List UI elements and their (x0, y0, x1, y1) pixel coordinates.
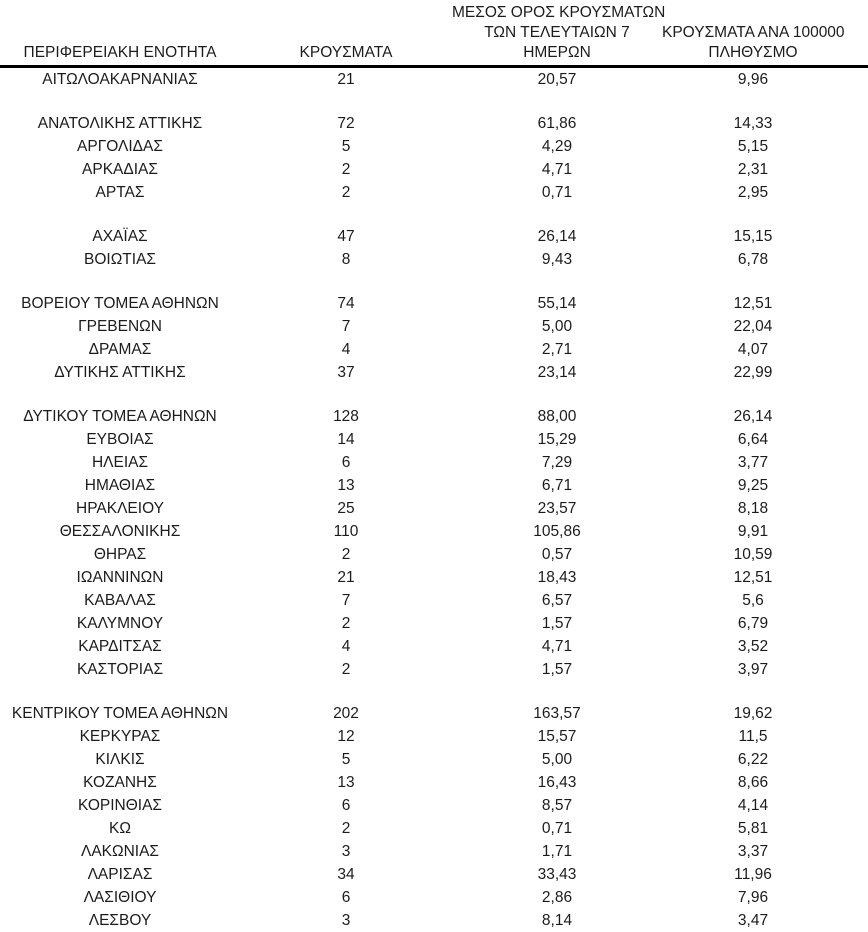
region-cell: ΑΙΤΩΛΟΑΚΑΡΝΑΝΙΑΣ (42, 70, 198, 88)
per100k-cell: 9,91 (737, 522, 769, 540)
region-cell: ΕΥΒΟΙΑΣ (86, 430, 154, 448)
spacer-row (0, 681, 868, 702)
spacer-cell (0, 681, 868, 702)
avg7-cell: 15,29 (537, 430, 577, 448)
per100k-cell: 6,78 (737, 250, 769, 268)
cases-cell: 7 (341, 317, 351, 335)
table-row (0, 909, 868, 932)
per100k-cell: 8,66 (737, 773, 769, 791)
header-line: ΚΡΟΥΣΜΑΤΑ (299, 43, 393, 61)
avg7-cell: 20,57 (537, 70, 577, 88)
spacer-row (0, 384, 868, 405)
avg7-cell: 4,71 (541, 637, 573, 655)
table-row (0, 338, 868, 361)
region-cell: ΑΡΓΟΛΙΔΑΣ (77, 137, 163, 155)
region-cell: ΚΕΝΤΡΙΚΟΥ ΤΟΜΕΑ ΑΘΗΝΩΝ (11, 704, 229, 722)
per100k-cell: 5,81 (737, 819, 769, 837)
cases-cell: 13 (337, 476, 355, 494)
cases-cell: 3 (341, 842, 351, 860)
avg7-cell: 6,57 (541, 591, 573, 609)
cases-cell: 74 (337, 294, 355, 312)
cases-cell: 21 (337, 70, 355, 88)
table-row (0, 158, 868, 181)
table-row (0, 248, 868, 271)
per100k-cell: 26,14 (733, 407, 773, 425)
avg7-cell: 6,71 (541, 476, 573, 494)
cases-cell: 47 (337, 227, 355, 245)
region-cell: ΗΡΑΚΛΕΙΟΥ (76, 499, 164, 517)
per100k-cell: 9,25 (737, 476, 769, 494)
per100k-cell: 3,37 (737, 842, 769, 860)
avg7-cell: 1,71 (541, 842, 573, 860)
per100k-cell: 19,62 (733, 704, 773, 722)
per100k-cell: 3,77 (737, 453, 769, 471)
col-header-cases (240, 0, 452, 66)
avg7-cell: 33,43 (537, 865, 577, 883)
per100k-cell: 3,47 (737, 911, 769, 929)
table-row (0, 428, 868, 451)
region-cell: ΙΩΑΝΝΙΝΩΝ (76, 568, 164, 586)
avg7-cell: 2,71 (541, 340, 573, 358)
cases-cell: 72 (337, 114, 355, 132)
table-row (0, 635, 868, 658)
per100k-cell: 14,33 (733, 114, 773, 132)
table-row (0, 543, 868, 566)
spacer-row (0, 204, 868, 225)
cases-cell: 21 (337, 568, 355, 586)
spacer-row (0, 271, 868, 292)
cases-cell: 3 (341, 911, 351, 929)
spacer-row (0, 91, 868, 112)
table-row (0, 589, 868, 612)
avg7-cell: 7,29 (541, 453, 573, 471)
avg7-cell: 61,86 (537, 114, 577, 132)
region-cell: ΘΗΡΑΣ (93, 545, 147, 563)
cases-cell: 12 (337, 727, 355, 745)
table-row (0, 225, 868, 248)
avg7-cell: 9,43 (541, 250, 573, 268)
region-cell: ΔΥΤΙΚΗΣ ΑΤΤΙΚΗΣ (54, 363, 186, 381)
table-row (0, 315, 868, 338)
cases-cell: 4 (341, 340, 351, 358)
table-row (0, 520, 868, 543)
table-row (0, 405, 868, 428)
avg7-cell: 163,57 (533, 704, 581, 722)
spacer-cell (0, 91, 868, 112)
spacer-cell (0, 384, 868, 405)
cases-cell: 2 (341, 660, 351, 678)
avg7-cell: 16,43 (537, 773, 577, 791)
per100k-cell: 4,07 (737, 340, 769, 358)
table-row (0, 181, 868, 204)
per100k-cell: 12,51 (733, 568, 773, 586)
cases-cell: 2 (341, 160, 351, 178)
table-row (0, 817, 868, 840)
per100k-cell: 3,52 (737, 637, 769, 655)
region-cell: ΑΡΚΑΔΙΑΣ (82, 160, 158, 178)
table-row (0, 771, 868, 794)
region-cell: ΛΑΣΙΘΙΟΥ (83, 888, 157, 906)
avg7-cell: 15,57 (537, 727, 577, 745)
region-cell: ΘΕΣΣΑΛΟΝΙΚΗΣ (59, 522, 181, 540)
region-cell: ΚΑΣΤΟΡΙΑΣ (76, 660, 164, 678)
per100k-cell: 6,22 (737, 750, 769, 768)
table-row (0, 497, 868, 520)
region-cell: ΛΑΡΙΣΑΣ (87, 865, 153, 883)
region-cell: ΒΟΡΕΙΟΥ ΤΟΜΕΑ ΑΘΗΝΩΝ (21, 294, 219, 312)
region-cell: ΚΑΡΔΙΤΣΑΣ (78, 637, 162, 655)
per100k-cell: 7,96 (737, 888, 769, 906)
avg7-cell: 0,71 (541, 819, 573, 837)
avg7-cell: 1,57 (541, 660, 573, 678)
header-row (0, 0, 868, 66)
region-cell: ΚΑΒΑΛΑΣ (84, 591, 156, 609)
avg7-cell: 4,71 (541, 160, 573, 178)
per100k-cell: 11,96 (734, 865, 772, 883)
cases-cell: 6 (341, 453, 351, 471)
table-row (0, 112, 868, 135)
table-row (0, 612, 868, 635)
cases-cell: 13 (337, 773, 355, 791)
spacer-cell (0, 204, 868, 225)
cases-cell: 5 (341, 137, 351, 155)
per100k-cell: 22,99 (733, 363, 773, 381)
region-cell: ΔΡΑΜΑΣ (88, 340, 152, 358)
table-row (0, 748, 868, 771)
per100k-cell: 15,15 (733, 227, 773, 245)
per100k-cell: 12,51 (733, 294, 773, 312)
avg7-cell: 2,86 (541, 888, 573, 906)
cases-cell: 110 (333, 522, 359, 540)
region-cell: ΚΕΡΚΥΡΑΣ (79, 727, 161, 745)
cases-cell: 34 (337, 865, 355, 883)
avg7-cell: 0,57 (541, 545, 573, 563)
table-row (0, 863, 868, 886)
per100k-cell: 6,64 (737, 430, 769, 448)
avg7-cell: 5,00 (541, 317, 573, 335)
header-line: ΠΕΡΙΦΕΡΕΙΑΚΗ ΕΝΟΤΗΤΑ (23, 43, 217, 61)
table-row (0, 451, 868, 474)
avg7-cell: 5,00 (541, 750, 573, 768)
per100k-cell: 22,04 (733, 317, 773, 335)
avg7-cell: 0,71 (541, 183, 573, 201)
cases-cell: 128 (333, 407, 359, 425)
per100k-cell: 3,97 (737, 660, 769, 678)
per100k-cell: 4,14 (737, 796, 769, 814)
cases-cell: 2 (341, 183, 351, 201)
region-cell: ΑΝΑΤΟΛΙΚΗΣ ΑΤΤΙΚΗΣ (37, 114, 203, 132)
region-cell: ΑΧΑΪΑΣ (92, 227, 148, 245)
region-cell: ΑΡΤΑΣ (95, 183, 145, 201)
table-row (0, 361, 868, 384)
region-cell: ΚΩ (109, 819, 131, 837)
region-cell: ΚΑΛΥΜΝΟΥ (76, 614, 164, 632)
header-line: ΤΩΝ ΤΕΛΕΥΤΑΙΩΝ 7 (484, 23, 630, 41)
table-row (0, 66, 868, 91)
cases-cell: 4 (341, 637, 351, 655)
avg7-cell: 105,86 (533, 522, 581, 540)
cases-cell: 202 (333, 704, 359, 722)
avg7-cell: 26,14 (537, 227, 577, 245)
per100k-cell: 2,31 (737, 160, 769, 178)
region-cell: ΛΕΣΒΟΥ (88, 911, 152, 929)
cases-cell: 14 (337, 430, 355, 448)
table-row (0, 840, 868, 863)
spacer-cell (0, 271, 868, 292)
region-cell: ΔΥΤΙΚΟΥ ΤΟΜΕΑ ΑΘΗΝΩΝ (23, 407, 217, 425)
avg7-cell: 88,00 (537, 407, 577, 425)
col-header-per100k (662, 0, 868, 66)
cases-cell: 6 (341, 888, 351, 906)
region-cell: ΓΡΕΒΕΝΩΝ (78, 317, 162, 335)
header-line: ΚΡΟΥΣΜΑΤΑ ΑΝΑ 100000 (662, 23, 845, 41)
avg7-cell: 4,29 (541, 137, 573, 155)
cases-cell: 2 (341, 819, 351, 837)
region-cell: ΗΜΑΘΙΑΣ (84, 476, 156, 494)
cases-cell: 5 (341, 750, 351, 768)
cases-cell: 2 (341, 545, 351, 563)
cases-cell: 8 (341, 250, 351, 268)
header-line: ΗΜΕΡΩΝ (523, 43, 591, 61)
table-row (0, 135, 868, 158)
per100k-cell: 6,79 (737, 614, 769, 632)
avg7-cell: 8,57 (541, 796, 573, 814)
avg7-cell: 18,43 (537, 568, 577, 586)
region-cell: ΚΙΛΚΙΣ (95, 750, 145, 768)
per100k-cell: 8,18 (737, 499, 769, 517)
table-row (0, 886, 868, 909)
avg7-cell: 8,14 (541, 911, 573, 929)
avg7-cell: 23,57 (537, 499, 577, 517)
region-cell: ΛΑΚΩΝΙΑΣ (80, 842, 160, 860)
cases-cell: 6 (341, 796, 351, 814)
region-cell: ΚΟΡΙΝΘΙΑΣ (77, 796, 163, 814)
header-line: ΜΕΣΟΣ ΟΡΟΣ ΚΡΟΥΣΜΑΤΩΝ (452, 3, 666, 21)
col-header-avg7 (452, 0, 666, 66)
col-header-region (0, 0, 240, 66)
per100k-cell: 11,5 (738, 727, 768, 745)
avg7-cell: 1,57 (541, 614, 573, 632)
table-row (0, 794, 868, 817)
cases-cell: 2 (341, 614, 351, 632)
per100k-cell: 10,59 (733, 545, 773, 563)
table-row (0, 566, 868, 589)
table-row (0, 658, 868, 681)
header-line: ΠΛΗΘΥΣΜΟ (708, 43, 798, 61)
region-cell: ΚΟΖΑΝΗΣ (83, 773, 157, 791)
table-row (0, 474, 868, 497)
region-cell: ΗΛΕΙΑΣ (91, 453, 149, 471)
table-row (0, 292, 868, 315)
per100k-cell: 5,15 (737, 137, 769, 155)
avg7-cell: 23,14 (537, 363, 577, 381)
avg7-cell: 55,14 (537, 294, 577, 312)
cases-cell: 7 (341, 591, 351, 609)
per100k-cell: 5,6 (742, 591, 764, 609)
table-row (0, 702, 868, 725)
cases-cell: 37 (337, 363, 355, 381)
cases-cell: 25 (337, 499, 355, 517)
per100k-cell: 2,95 (737, 183, 769, 201)
per100k-cell: 9,96 (737, 70, 769, 88)
region-cell: ΒΟΙΩΤΙΑΣ (84, 250, 156, 268)
table-row (0, 725, 868, 748)
table-body (0, 66, 868, 932)
